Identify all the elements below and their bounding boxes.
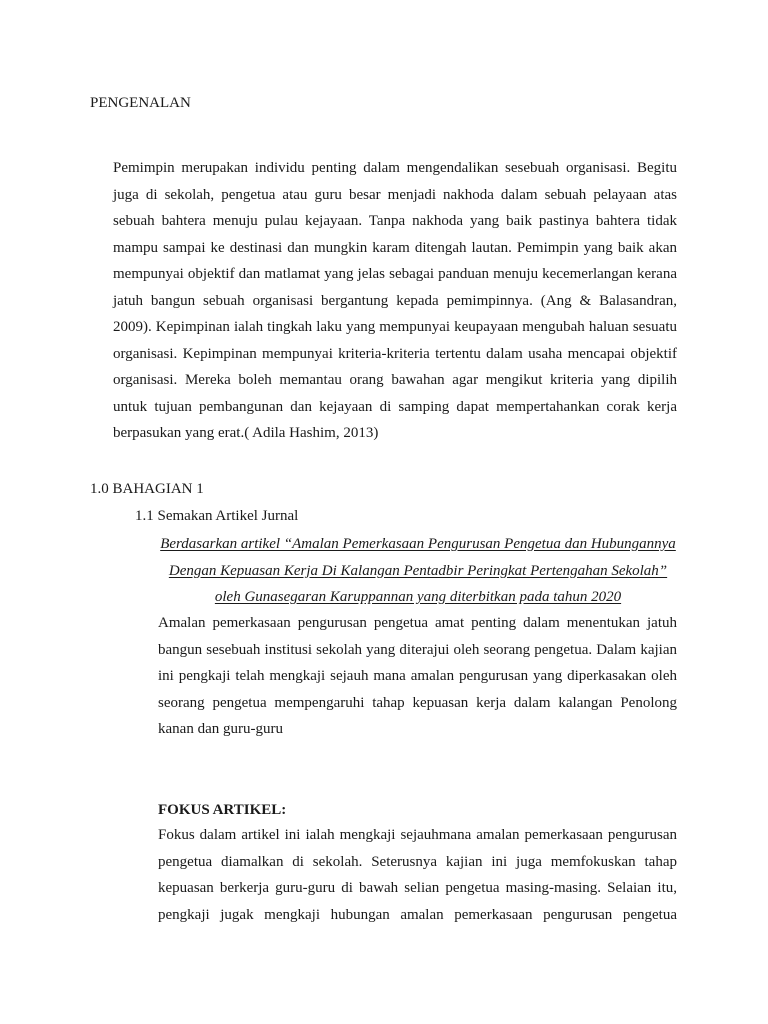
paragraph-line: 2009). Kepimpinan ialah tingkah laku yang mempunyai keupayaan mengubah haluan sesuatu: [113, 319, 677, 335]
paragraph-line: seorang pengetua mempengaruhi tahap kepuasan kerja dalam kalangan Penolong: [158, 694, 677, 711]
paragraph-line: Pemimpin merupakan individu penting dalam mengendalikan sesebuah organisasi. Begitu: [113, 160, 677, 176]
paragraph-line: mempunyai objektif dan matlamat yang jelas sebagai panduan menuju kecemerlangan kerana: [113, 266, 677, 282]
paragraph-line: Amalan pemerkasaan pengurusan pengetua amat penting dalam menentukan jatuh: [158, 615, 677, 631]
section-heading-bahagian-1: 1.0 BAHAGIAN 1: [90, 481, 204, 497]
paragraph-line: organisasi. Kepimpinan mempunyai kriteria-kriteria tertentu dalam usaha mencapai objektif: [113, 345, 677, 362]
article-title-line: oleh Gunasegaran Karuppannan yang diterbitkan pada tahun 2020: [214, 589, 622, 605]
paragraph-line: berpasukan yang erat.( Adila Hashim, 2013): [113, 425, 379, 441]
paragraph-line: ini pengkaji telah mengkaji sejauh mana amalan pengurusan yang diperkasakan oleh: [158, 668, 677, 684]
article-title-line: Berdasarkan artikel “Amalan Pemerkasaan Pengurusan Pengetua dan Hubungannya: [160, 536, 676, 552]
article-title-line: Dengan Kepuasan Kerja Di Kalangan Pentadbir Peringkat Pertengahan Sekolah”: [168, 562, 668, 579]
paragraph-line: Fokus dalam artikel ini ialah mengkaji sejauhmana amalan pemerkasaan pengurusan: [158, 827, 677, 843]
article-title: [150, 531, 686, 611]
subsection-heading-semakan-artikel: 1.1 Semakan Artikel Jurnal: [135, 508, 299, 524]
paragraph-line: kepuasan berkerja guru-guru di bawah selian pengetua masing-masing. Selaian itu,: [158, 880, 677, 896]
paragraph-line: sebuah bahtera menuju pulau kejayaan. Tanpa nakhoda yang baik pastinya bahtera tidak: [113, 213, 677, 229]
paragraph-line: bangun sesebuah institusi sekolah yang diterajui oleh seorang pengetua. Dalam kajian: [158, 641, 677, 658]
paragraph-line: mampu sampai ke destinasi dan mungkin karam ditengah lautan. Pemimpin yang baik akan: [113, 239, 677, 256]
focus-paragraph: [158, 822, 677, 928]
article-summary-paragraph: [158, 610, 677, 743]
focus-heading: FOKUS ARTIKEL:: [158, 802, 287, 818]
intro-paragraph: [113, 155, 677, 447]
paragraph-line: pengetua diamalkan di sekolah. Seterusnya kajian ini juga memfokuskan tahap: [158, 853, 677, 870]
paragraph-line: organisasi. Mereka boleh memantau orang bawahan agar mengikut kriteria yang dipilih: [113, 372, 677, 388]
paragraph-line: untuk tujuan pembangunan dan kejayaan di samping dapat mempertahankan corak kerja: [113, 398, 677, 415]
paragraph-line: jatuh bangun sebuah organisasi bergantung kepada pemimpinnya. (Ang & Balasandran,: [113, 292, 677, 309]
paragraph-line: pengkaji jugak mengkaji hubungan amalan pemerkasaan pengurusan pengetua: [158, 906, 677, 923]
paragraph-line: kanan dan guru-guru: [158, 721, 283, 737]
section-heading-pengenalan: PENGENALAN: [90, 95, 191, 111]
paragraph-line: juga di sekolah, pengetua atau guru besar menjadi nakhoda dalam sebuah pelayaan atas: [113, 186, 677, 203]
